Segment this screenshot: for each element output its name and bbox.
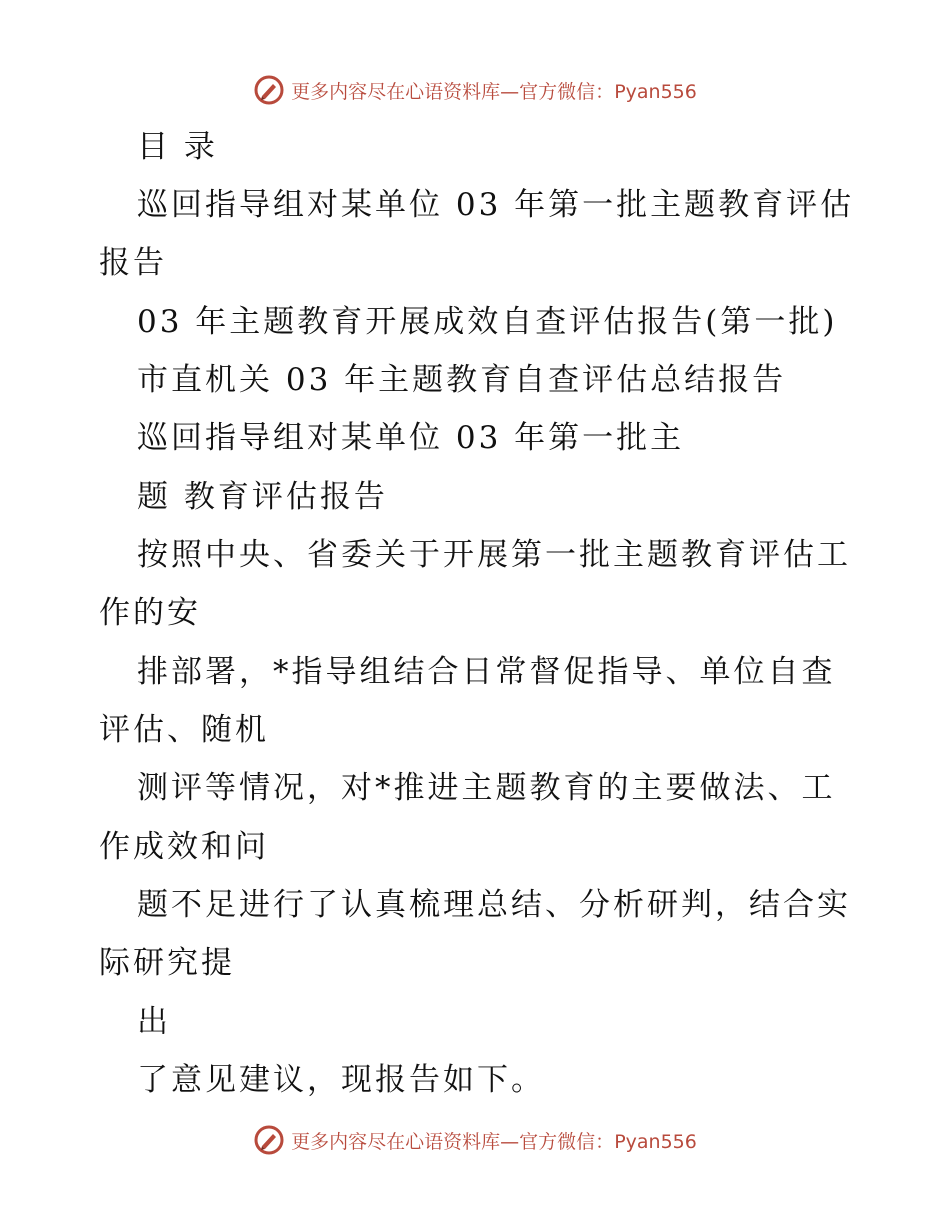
body-line: 评估、随机 — [99, 712, 269, 748]
toc-item-2: 03 年主题教育开展成效自查评估报告(第一批) — [137, 304, 838, 340]
body-line: 作的安 — [99, 595, 201, 631]
toc-item-1-cont: 报告 — [99, 245, 167, 281]
header-banner-text: 更多内容尽在心语资料库—官方微信：Pyan556 — [291, 80, 697, 103]
body-line: 按照中央、省委关于开展第一批主题教育评估工 — [137, 537, 851, 573]
body-line: 测评等情况，对*推进主题教育的主要做法、工 — [137, 770, 836, 806]
body-line: 作成效和问 — [99, 829, 269, 865]
body-line: 出 — [137, 1004, 171, 1040]
body-line: 排部署，*指导组结合日常督促指导、单位自查 — [137, 654, 836, 690]
toc-item-1: 巡回指导组对某单位 03 年第一批主题教育评估 — [137, 187, 855, 223]
title-line-1: 巡回指导组对某单位 03 年第一批主 — [137, 420, 685, 456]
toc-heading: 目 录 — [137, 129, 218, 165]
title-line-2: 题 教育评估报告 — [137, 479, 388, 515]
body-line: 题不足进行了认真梳理总结、分析研判，结合实 — [137, 887, 851, 923]
body-line: 了意见建议，现报告如下。 — [137, 1062, 545, 1098]
header-banner — [0, 70, 950, 110]
toc-item-3: 市直机关 03 年主题教育自查评估总结报告 — [137, 362, 787, 398]
pen-logo-icon — [253, 74, 285, 106]
pen-logo-icon — [253, 1124, 285, 1156]
body-line: 际研究提 — [99, 945, 235, 981]
footer-banner — [0, 1120, 950, 1160]
footer-banner-text: 更多内容尽在心语资料库—官方微信：Pyan556 — [291, 1130, 697, 1153]
